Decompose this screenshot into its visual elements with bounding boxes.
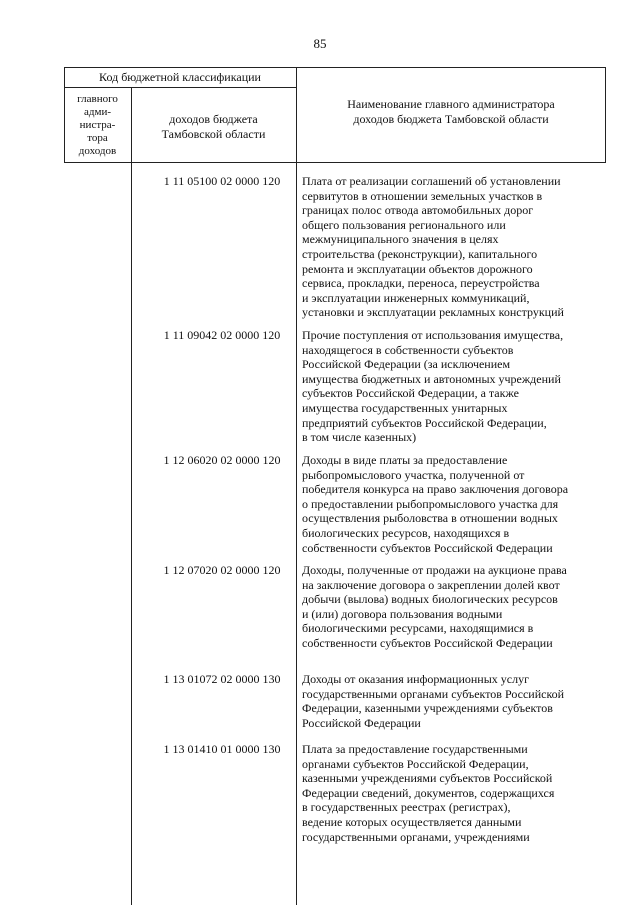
income-code: 1 13 01072 02 0000 130 <box>163 672 281 686</box>
header-name-column: Наименование главного администратора доходов бюджета Тамбовской области <box>347 97 555 126</box>
table-top-border <box>64 67 606 68</box>
administrator-name: Доходы в виде платы за предоставление рыбопромыслового участка, полученной от победителя конкурса на право заключения договора о предоставлении рыбопромыслового участка для осуществления рыболовства в отношении водных биологических ресурсов, находящихся в собственности субъектов Российской Федерации <box>302 453 569 555</box>
income-col-divider <box>296 67 297 905</box>
header-group-label: Код бюджетной классификации <box>99 70 261 84</box>
income-code: 1 11 05100 02 0000 120 <box>163 174 281 188</box>
administrator-name: Доходы, полученные от продажи на аукционе права на заключение договора о закреплении долей квот добычи (вылова) водных биологических ресурсов и (или) договора пользования водными биологическими ресурсами, находящимися в собственности субъектов Российской Федерации <box>302 563 567 650</box>
header-income-column: доходов бюджета Тамбовской области <box>161 112 266 141</box>
header-bottom-border <box>64 162 606 163</box>
administrator-name: Прочие поступления от использования имущества, находящегося в собственности субъектов Российской Федерации (за исключением имущества бюджетных и автономных учреждений субъектов Российской Федерации, а также имущества государственных унитарных предприятий субъектов Российской Федерации, в том числе казенных) <box>302 328 564 445</box>
income-code: 1 12 07020 02 0000 120 <box>163 563 281 577</box>
income-code: 1 12 06020 02 0000 120 <box>163 453 281 467</box>
income-code: 1 11 09042 02 0000 120 <box>163 328 281 342</box>
income-code: 1 13 01410 01 0000 130 <box>163 742 281 756</box>
page-number: 85 <box>313 36 327 51</box>
administrator-name: Доходы от оказания информационных услуг государственными органами субъектов Российской Федерации, казенными учреждениями субъектов Российской Федерации <box>302 672 565 730</box>
administrator-name: Плата от реализации соглашений об установлении сервитутов в отношении земельных участков в границах полос отвода автомобильных дорог общего пользования регионального или межмуниципального значения в целях строительства (реконструкции), капитального ремонта и эксплуатации объектов дорожного сервиса, прокладки, переноса, переустройства и эксплуатации инженерных коммуникаций, установки и эксплуатации рекламных конструкций <box>302 174 564 320</box>
group-header-divider <box>64 87 296 88</box>
header-admin-column: главного адми- нистра- тора доходов <box>77 93 118 157</box>
admin-col-divider <box>131 87 132 905</box>
administrator-name: Плата за предоставление государственными органами субъектов Российской Федерации, казенными учреждениями субъектов Российской Федерации сведений, документов, содержащихся в государственных реестрах (регистрах), ведение которых осуществляется данными государственными органами, учреждениями <box>302 742 555 844</box>
budget-classification-table <box>64 67 606 905</box>
